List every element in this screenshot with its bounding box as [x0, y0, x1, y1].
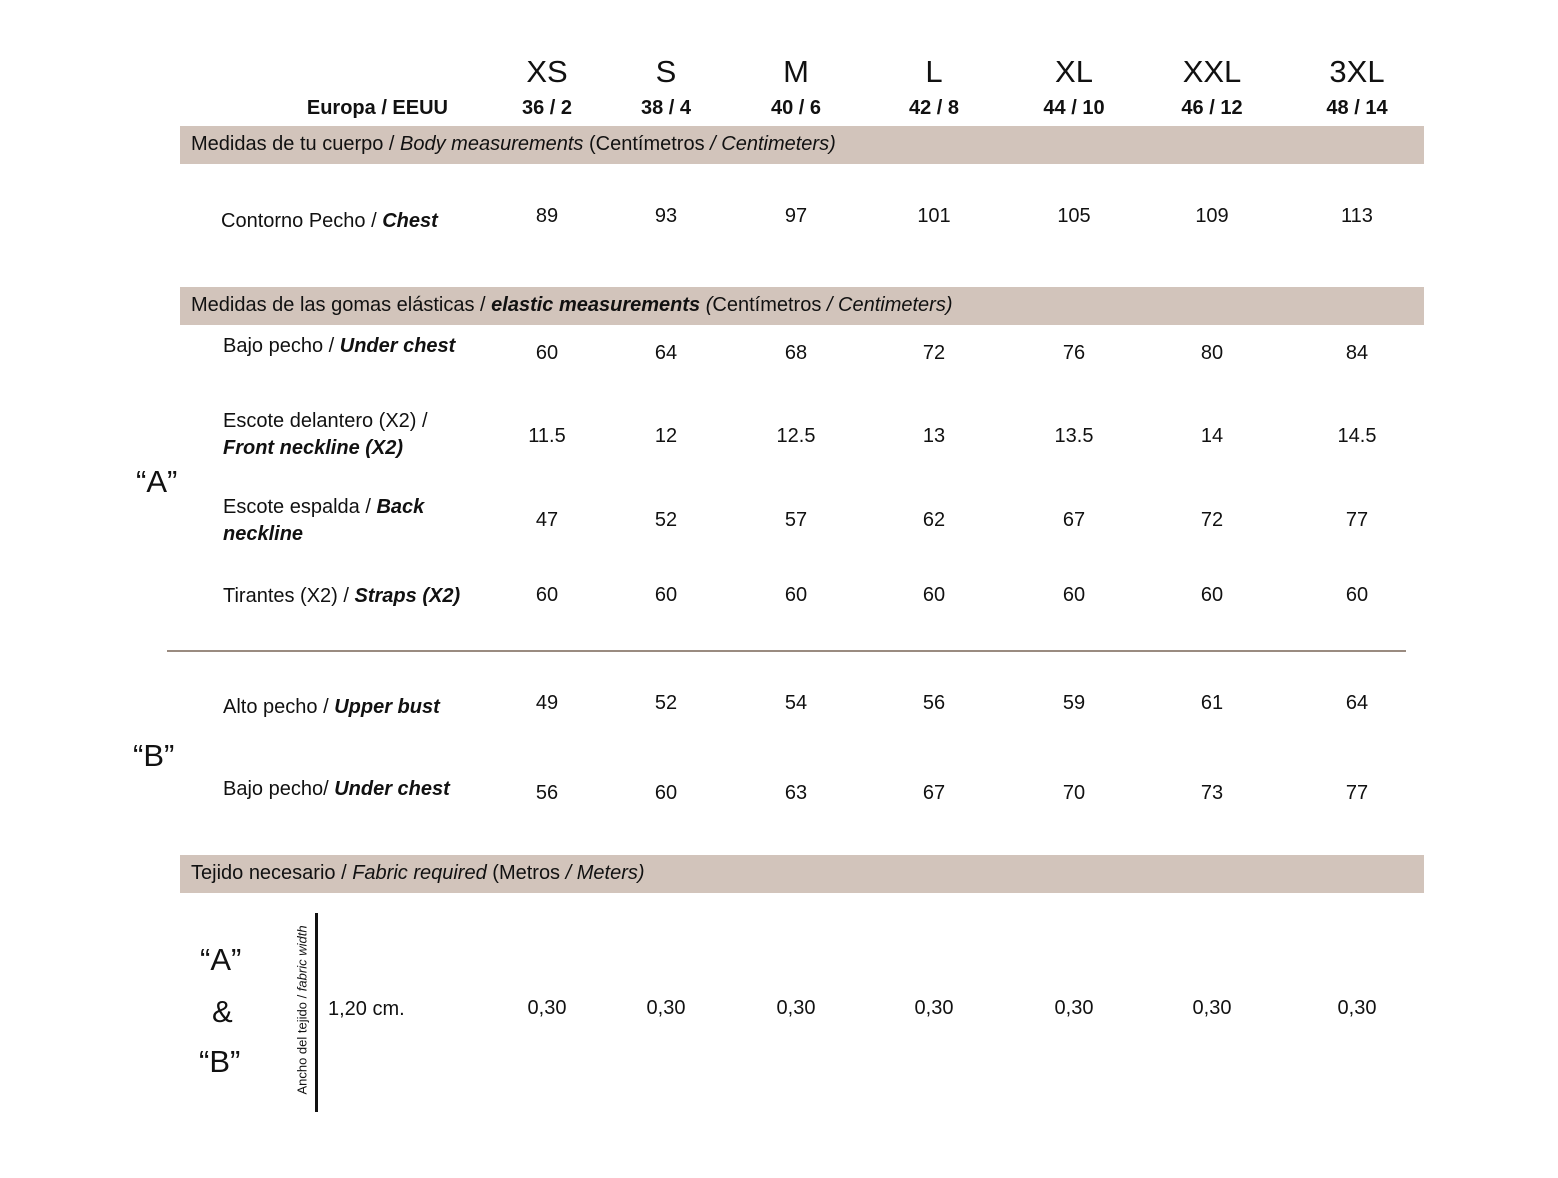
fabric-width-bar — [315, 913, 318, 1112]
back-neckline-value: 57 — [784, 509, 808, 531]
chest-value: 109 — [1195, 205, 1229, 227]
front-neckline-value: 13 — [922, 425, 946, 447]
front-neckline-value: 11.5 — [528, 425, 566, 447]
size-s: S — [655, 54, 677, 89]
straps-value: 60 — [535, 584, 559, 606]
upper-bust-value: 59 — [1062, 692, 1086, 714]
straps-value: 60 — [922, 584, 946, 606]
under-chest-b-value: 67 — [922, 782, 946, 804]
fabric-group-b-label: “B” — [199, 1044, 241, 1079]
front-neckline-value: 14.5 — [1337, 425, 1377, 447]
under-chest-b-value: 77 — [1345, 782, 1369, 804]
fabric-value: 0,30 — [527, 997, 567, 1019]
under-chest-value: 64 — [654, 342, 678, 364]
fabric-required-band — [180, 855, 1424, 893]
back-neckline-value: 72 — [1200, 509, 1224, 531]
group-a-label: “A” — [136, 464, 178, 499]
straps-value: 60 — [1345, 584, 1369, 606]
under-chest-label: Bajo pecho / Under chest — [223, 335, 456, 357]
body-measurements-band — [180, 126, 1424, 164]
back-neckline-value: 67 — [1062, 509, 1086, 531]
chest-value: 113 — [1341, 205, 1373, 227]
fabric-ampersand: & — [212, 994, 233, 1029]
under-chest-b-value: 56 — [535, 782, 559, 804]
straps-value: 60 — [654, 584, 678, 606]
back-neckline-value: 62 — [922, 509, 946, 531]
size-xl: XL — [1055, 54, 1093, 89]
fabric-value: 0,30 — [1337, 997, 1377, 1019]
front-neckline-value: 12 — [654, 425, 678, 447]
fabric-value: 0,30 — [1054, 997, 1094, 1019]
under-chest-value: 60 — [535, 342, 559, 364]
fabric-value: 0,30 — [1192, 997, 1232, 1019]
fabric-width-label: Ancho del tejido / fabric width — [294, 925, 310, 1095]
region-size-xs: 36 / 2 — [521, 97, 573, 119]
fabric-value: 0,30 — [914, 997, 954, 1019]
upper-bust-value: 52 — [654, 692, 678, 714]
size-l: L — [925, 54, 943, 89]
region-size-3xl: 48 / 14 — [1326, 97, 1388, 119]
under-chest-b-label: Bajo pecho/ Under chest — [223, 778, 450, 800]
under-chest-b-value: 73 — [1200, 782, 1224, 804]
chest-label: Contorno Pecho / Chest — [221, 210, 438, 232]
under-chest-b-value: 70 — [1062, 782, 1086, 804]
size-xs: XS — [526, 54, 568, 89]
region-size-xl: 44 / 10 — [1043, 97, 1105, 119]
upper-bust-value: 64 — [1345, 692, 1369, 714]
under-chest-b-value: 60 — [654, 782, 678, 804]
section-divider — [167, 650, 1406, 652]
straps-value: 60 — [1200, 584, 1224, 606]
size-xxl: XXL — [1182, 54, 1242, 89]
chest-value: 93 — [654, 205, 678, 227]
under-chest-value: 84 — [1345, 342, 1369, 364]
back-neckline-value: 77 — [1345, 509, 1369, 531]
upper-bust-value: 56 — [922, 692, 946, 714]
straps-value: 60 — [1062, 584, 1086, 606]
fabric-required-title: Tejido necesario / Fabric required (Metros / Meters) — [191, 862, 645, 884]
back-neckline-value: 52 — [654, 509, 678, 531]
fabric-value: 0,30 — [646, 997, 686, 1019]
group-b-label: “B” — [133, 738, 175, 773]
chest-value: 101 — [917, 205, 951, 227]
back-neckline-value: 47 — [535, 509, 559, 531]
under-chest-value: 76 — [1062, 342, 1086, 364]
region-size-l: 42 / 8 — [908, 97, 960, 119]
region-size-m: 40 / 6 — [770, 97, 822, 119]
upper-bust-value: 54 — [784, 692, 808, 714]
chest-value: 89 — [535, 205, 559, 227]
fabric-group-a-label: “A” — [200, 942, 242, 977]
elastic-measurements-band — [180, 287, 1424, 325]
straps-label: Tirantes (X2) / Straps (X2) — [223, 585, 461, 607]
region-label: Europa / EEUU — [306, 97, 448, 119]
under-chest-b-value: 63 — [784, 782, 808, 804]
size-3xl: 3XL — [1329, 54, 1385, 89]
upper-bust-value: 61 — [1200, 692, 1224, 714]
under-chest-value: 68 — [784, 342, 808, 364]
chest-value: 105 — [1057, 205, 1091, 227]
fabric-width-value: 1,20 cm. — [328, 998, 405, 1020]
upper-bust-label: Alto pecho / Upper bust — [223, 696, 440, 718]
body-measurements-title: Medidas de tu cuerpo / Body measurements (Centímetros / Centimeters) — [191, 133, 836, 155]
front-neckline-value: 12.5 — [776, 425, 816, 447]
fabric-value: 0,30 — [776, 997, 816, 1019]
front-neckline-value: 13.5 — [1054, 425, 1094, 447]
straps-value: 60 — [784, 584, 808, 606]
upper-bust-value: 49 — [535, 692, 559, 714]
region-size-s: 38 / 4 — [640, 97, 692, 119]
size-m: M — [783, 54, 809, 89]
chest-value: 97 — [784, 205, 808, 227]
elastic-measurements-title: Medidas de las gomas elásticas / elastic measurements (Centímetros / Centimeters) — [191, 294, 953, 316]
front-neckline-label: Escote delantero (X2) / Front neckline (X2) — [223, 410, 428, 459]
back-neckline-label: Escote espalda / Back neckline — [223, 496, 425, 545]
front-neckline-value: 14 — [1200, 425, 1224, 447]
under-chest-value: 72 — [922, 342, 946, 364]
under-chest-value: 80 — [1200, 342, 1224, 364]
region-size-xxl: 46 / 12 — [1181, 97, 1243, 119]
